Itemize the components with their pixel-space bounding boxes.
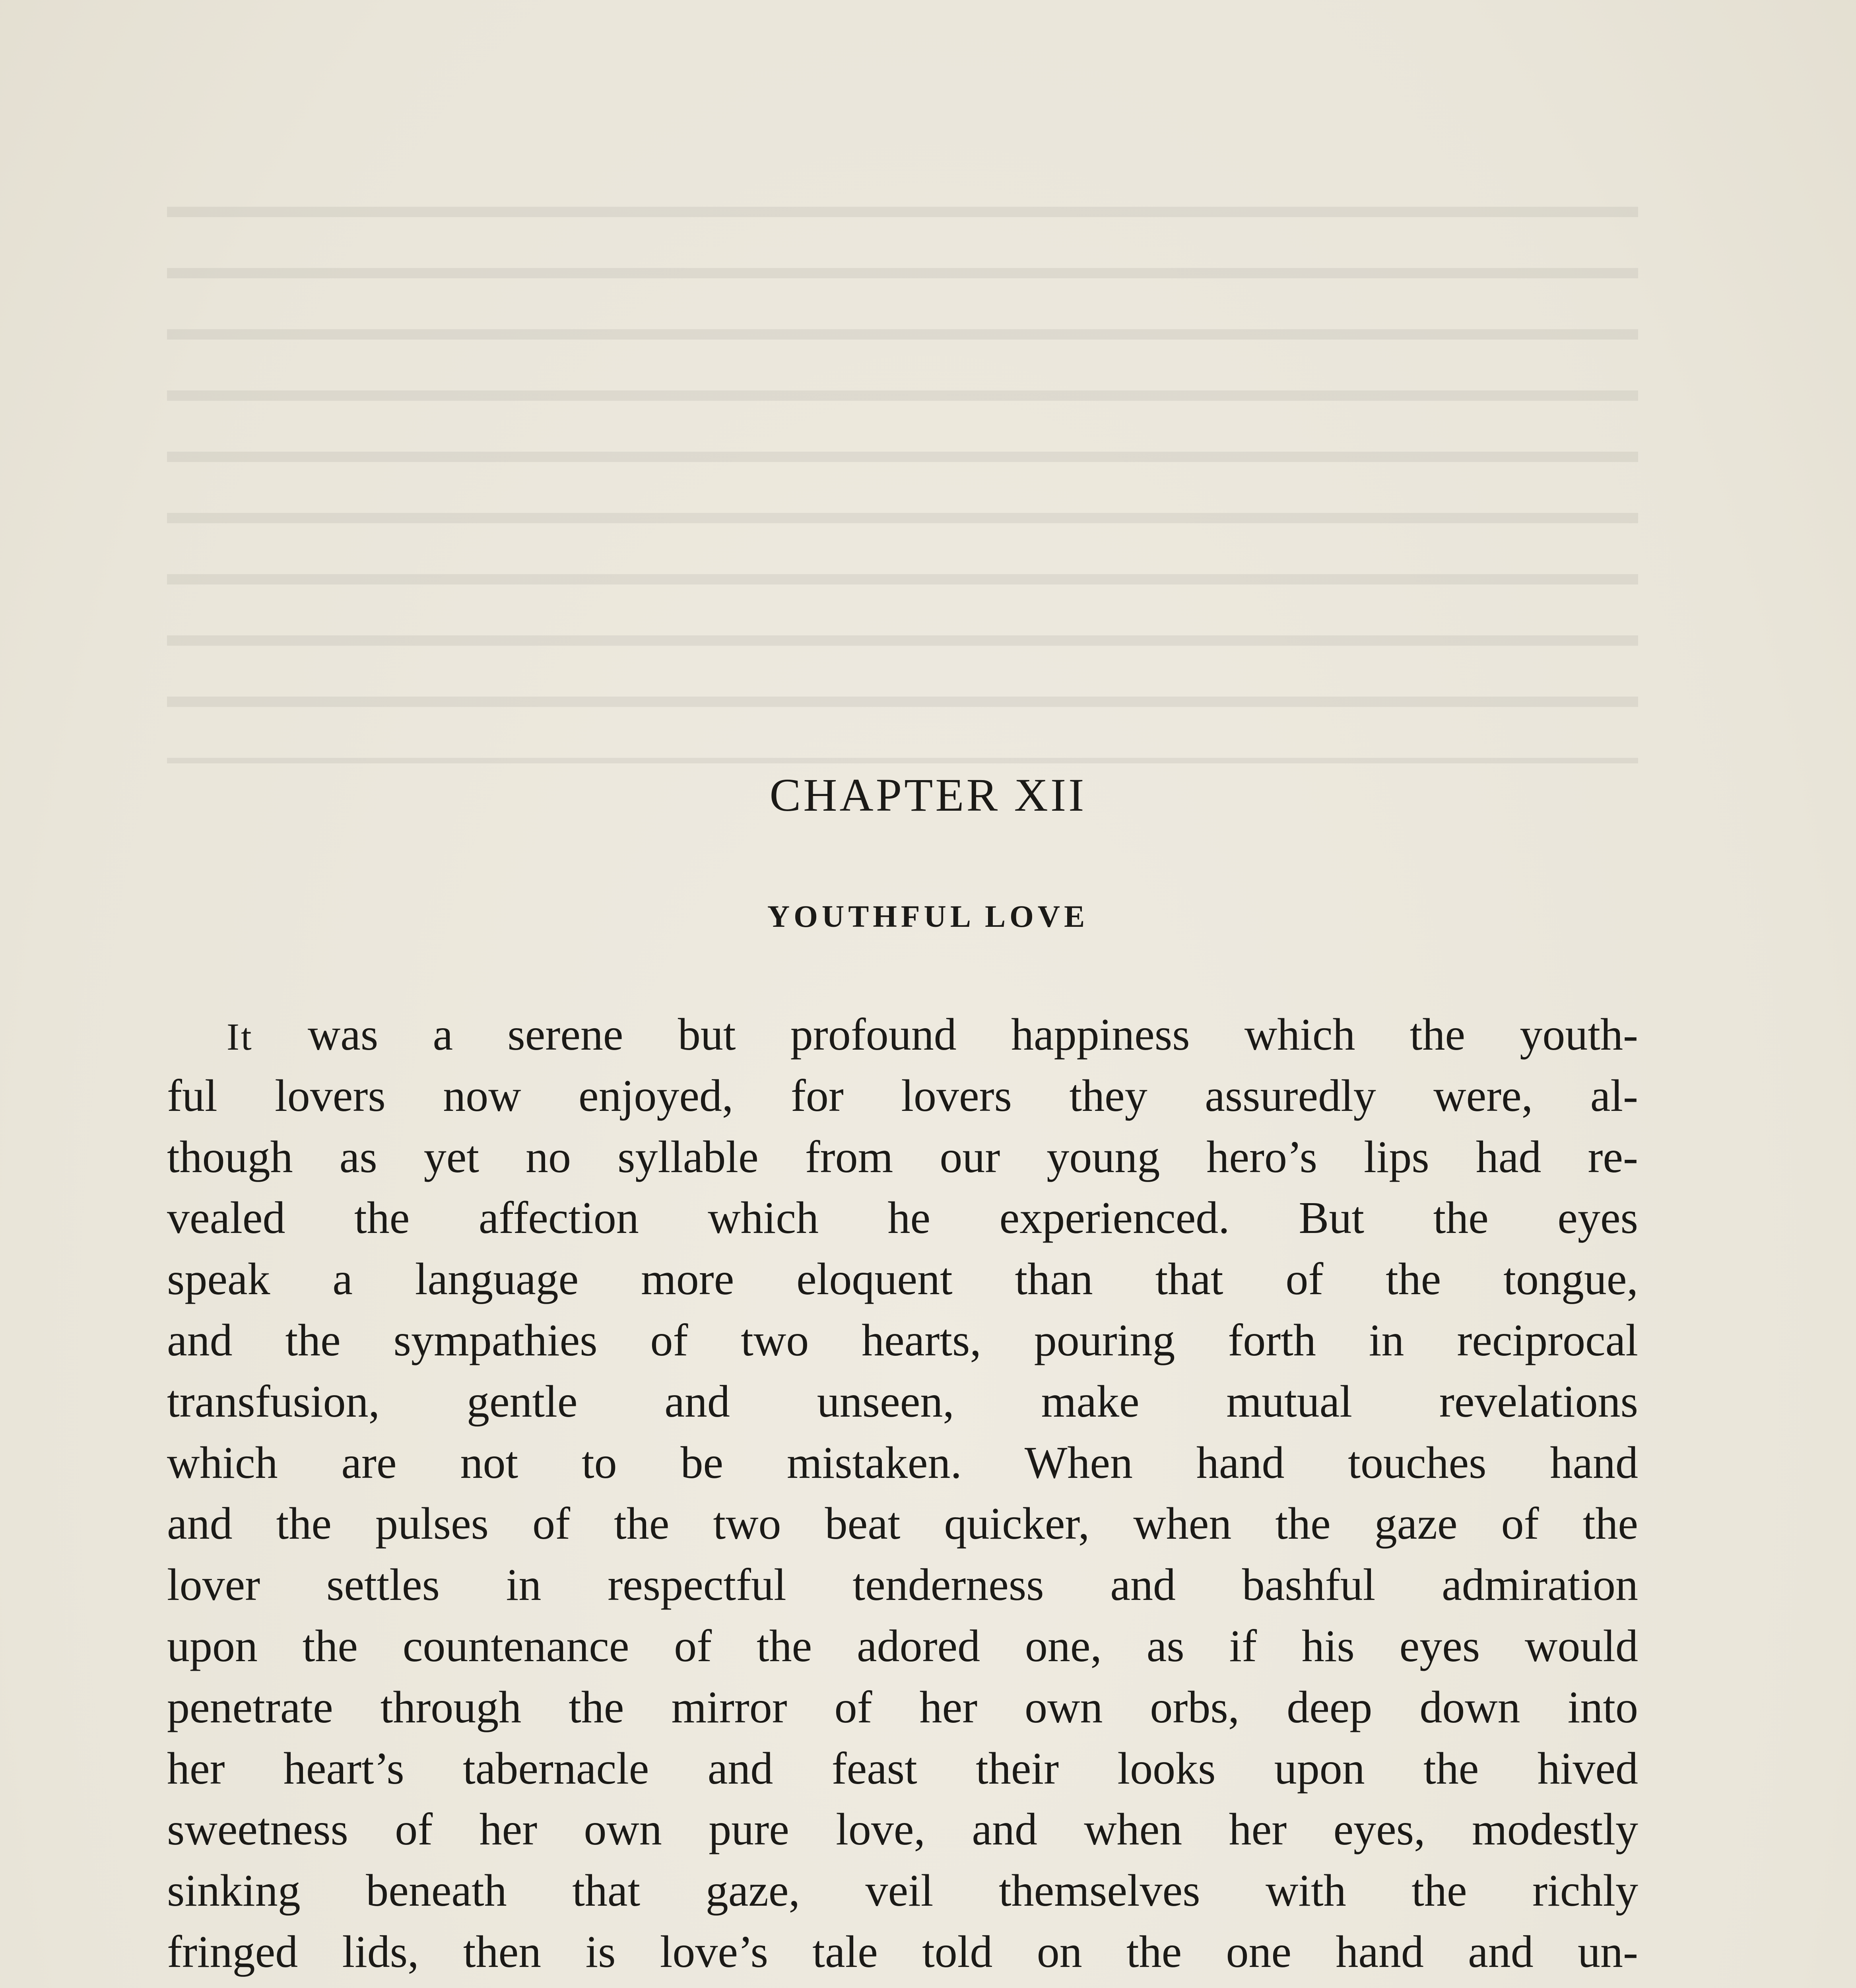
chapter-heading: CHAPTER XII — [769, 769, 1087, 821]
text-line: fringed lids, then is love’s tale told on the one hand and un- — [167, 1926, 1638, 1977]
text-line: and the sympathies of two hearts, pouring forth in reciprocal — [167, 1314, 1638, 1365]
text-line: transfusion, gentle and unseen, make mutual revelations — [167, 1376, 1638, 1427]
chapter-subtitle: YOUTHFUL LOVE — [767, 899, 1089, 934]
text-line: though as yet no syllable from our young hero’s lips had re- — [167, 1131, 1638, 1182]
text-line: vealed the affection which he experienced. But the eyes — [167, 1192, 1638, 1243]
text-line: upon the countenance of the adored one, as if his eyes would — [167, 1620, 1638, 1671]
show-through-text — [167, 167, 1638, 763]
text-line: sweetness of her own pure love, and when her eyes, modestly — [167, 1804, 1638, 1855]
text-line: penetrate through the mirror of her own orbs, deep down into — [167, 1681, 1638, 1732]
text-line — [167, 1982, 1638, 1988]
text-line: lover settles in respectful tenderness and bashful admiration — [167, 1559, 1638, 1610]
text-line: speak a language more eloquent than that of the tongue, — [167, 1254, 1638, 1305]
text-line: which are not to be mistaken. When hand touches hand — [167, 1437, 1638, 1488]
body-text — [167, 1004, 1638, 1988]
text-line: and the pulses of the two beat quicker, when the gaze of the — [167, 1498, 1638, 1549]
text-line: sinking beneath that gaze, veil themselves with the richly — [167, 1865, 1638, 1916]
text-line: It was a serene but profound happiness which the youth- — [227, 1009, 1638, 1060]
text-line: her heart’s tabernacle and feast their looks upon the hived — [167, 1743, 1638, 1794]
drop-lead-word: It — [227, 1015, 253, 1058]
text-line: ful lovers now enjoyed, for lovers they assuredly were, al- — [167, 1070, 1638, 1121]
